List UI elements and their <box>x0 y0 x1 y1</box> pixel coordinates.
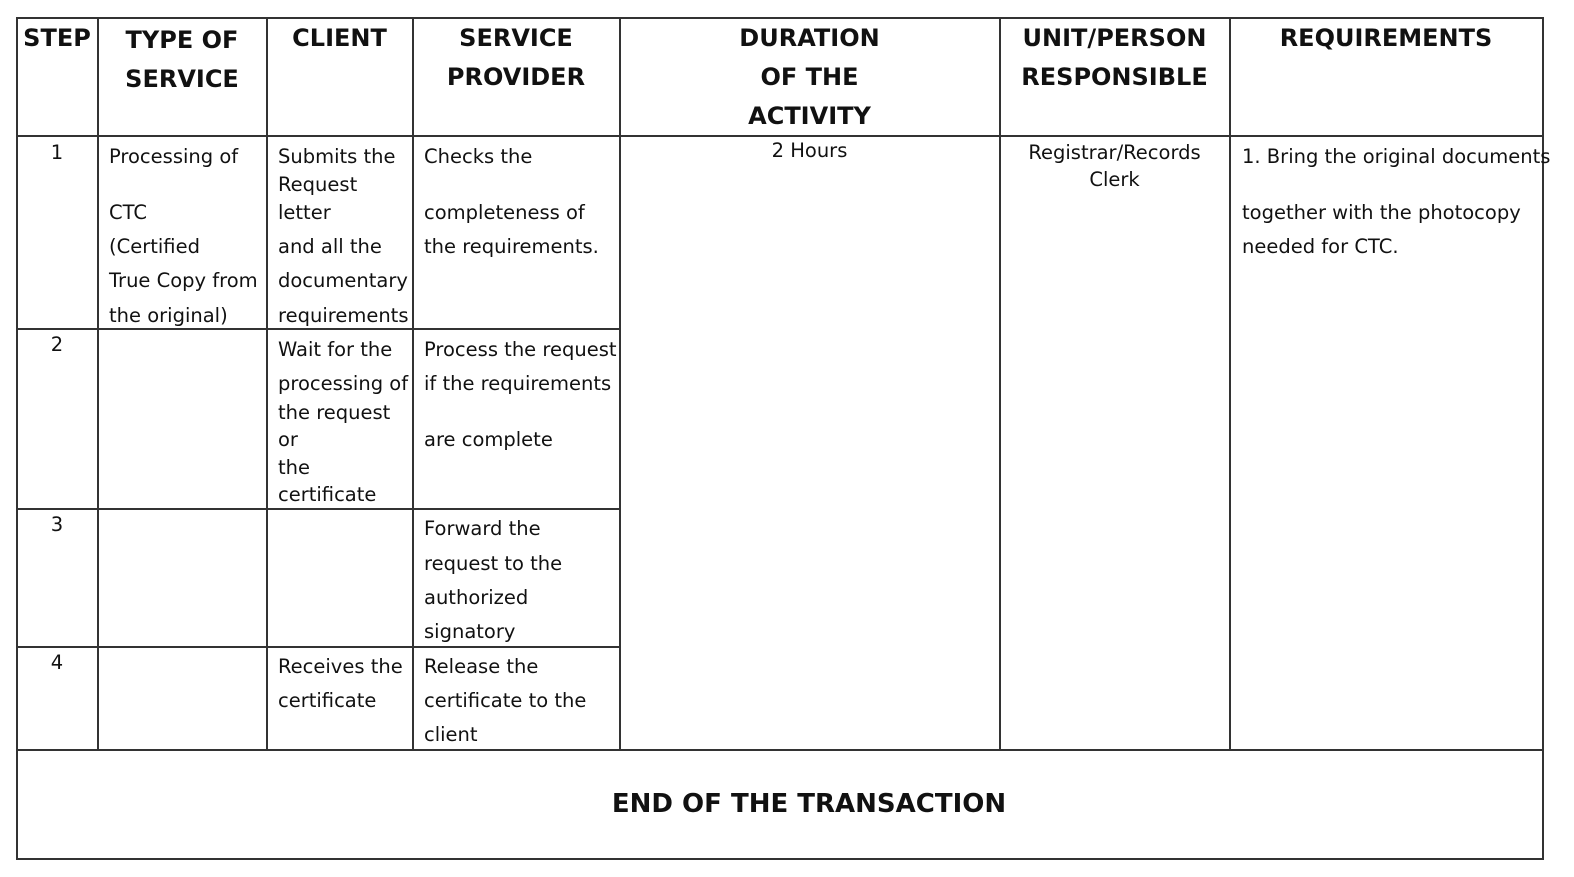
column-divider-2 <box>266 17 268 750</box>
requirements-text <box>1242 145 1551 258</box>
text-line: request to the <box>424 552 563 575</box>
step-number-1: 1 <box>50 141 64 164</box>
text-line: certificate <box>278 689 377 712</box>
text-line: client <box>424 723 478 746</box>
text-line: are complete <box>424 428 553 451</box>
text-line: Wait for the <box>278 338 393 361</box>
row-divider-2 <box>16 508 619 510</box>
text-line: 1. Bring the original documents <box>1242 145 1551 168</box>
text-line: certificate <box>278 483 377 506</box>
column-divider-6 <box>1229 17 1231 750</box>
header-requirements: REQUIREMENTS <box>1279 24 1493 52</box>
text-line: certificate to the <box>424 689 587 712</box>
step-number-4: 4 <box>50 651 64 674</box>
text-line: documentary <box>278 269 408 292</box>
text-line: Process the request <box>424 338 617 361</box>
text-line: Checks the <box>424 145 533 168</box>
text-line: together with the photocopy <box>1242 201 1521 224</box>
provider-step-4-text <box>424 655 618 747</box>
duration-value: 2 Hours <box>771 139 848 162</box>
text-line: Forward the <box>424 517 541 540</box>
table-border-bottom <box>16 858 1544 860</box>
row-divider-1 <box>16 328 619 330</box>
text-line: CTC <box>109 201 148 224</box>
text-line: authorized <box>424 586 529 609</box>
text-line: processing of <box>278 372 409 395</box>
header-step: STEP <box>23 24 91 52</box>
text-line: the request <box>278 401 391 424</box>
client-step-2-text <box>278 338 412 506</box>
header-client: CLIENT <box>292 24 387 52</box>
header-unit-person-responsible: UNIT/PERSON RESPONSIBLE <box>1021 24 1208 91</box>
text-line: completeness of <box>424 201 585 224</box>
header-type-of-service: TYPE OF SERVICE <box>125 26 239 93</box>
row-divider-3 <box>16 646 619 648</box>
column-divider-3 <box>412 17 414 750</box>
header-duration: DURATION OF THE ACTIVITY <box>739 24 880 130</box>
type-of-service-text <box>109 145 265 327</box>
text-line: and all the <box>278 235 382 258</box>
text-line: Receives the <box>278 655 403 678</box>
client-step-4-text <box>278 655 412 724</box>
end-of-transaction: END OF THE TRANSACTION <box>611 789 1007 819</box>
text-line: the requirements. <box>424 235 599 258</box>
text-line: letter <box>278 201 331 224</box>
text-line: True Copy from <box>109 269 258 292</box>
table-border-right <box>1542 17 1544 859</box>
service-table <box>16 17 1551 859</box>
text-line: (Certified <box>109 235 200 258</box>
text-line: Submits the <box>278 145 396 168</box>
text-line: the <box>278 456 311 479</box>
text-line: signatory <box>424 620 516 643</box>
text-line: requirements <box>278 304 409 327</box>
step-number-2: 2 <box>50 333 64 356</box>
text-line: needed for CTC. <box>1242 235 1399 258</box>
text-line: or <box>278 428 298 451</box>
column-divider-5 <box>999 17 1001 750</box>
text-line: the original) <box>109 304 228 327</box>
client-step-1-text <box>278 145 412 327</box>
footer-divider <box>16 749 1544 751</box>
provider-step-1-text <box>424 145 618 258</box>
text-line: Release the <box>424 655 539 678</box>
text-line: Request <box>278 173 358 196</box>
column-divider-1 <box>97 17 99 750</box>
step-number-3: 3 <box>50 513 64 536</box>
unit-person-responsible-value: Registrar/Records Clerk <box>1028 141 1201 191</box>
header-service-provider: SERVICE PROVIDER <box>446 24 586 91</box>
text-line: if the requirements <box>424 372 612 395</box>
provider-step-2-text <box>424 338 618 451</box>
text-line: Processing of <box>109 145 239 168</box>
provider-step-3-text <box>424 517 618 643</box>
